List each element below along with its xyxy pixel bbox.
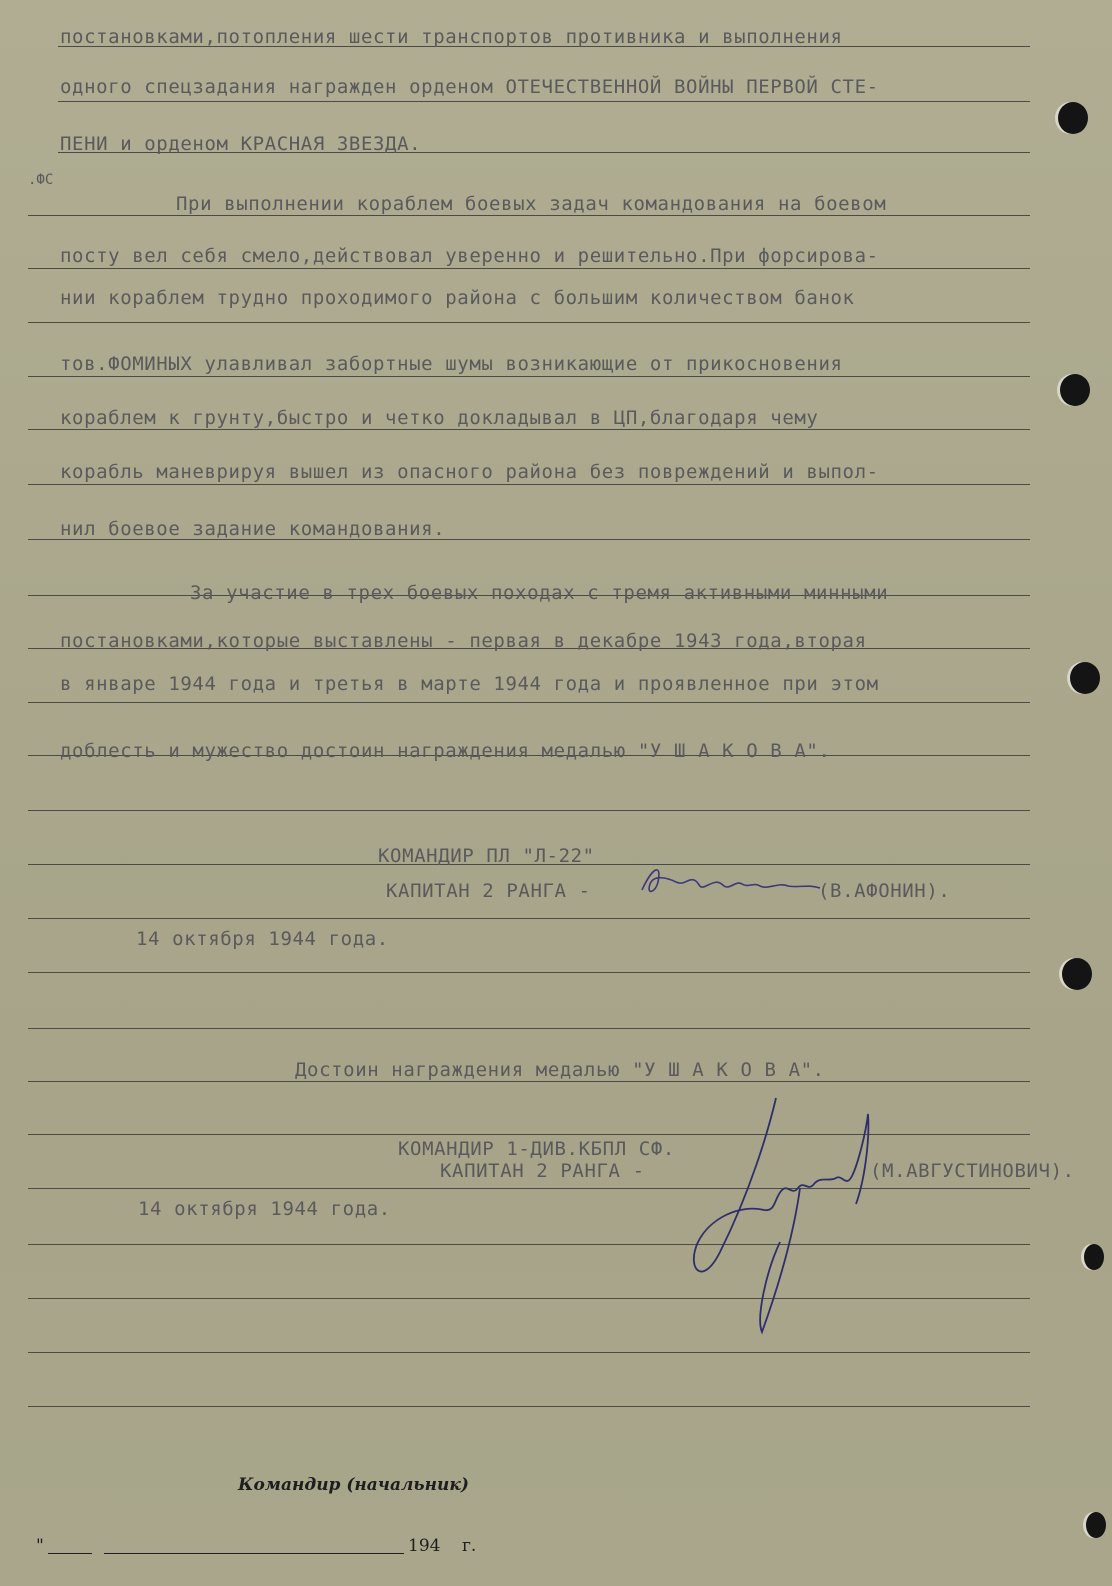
binding-hole bbox=[1062, 958, 1092, 990]
form-date-month-line bbox=[104, 1553, 404, 1554]
text-line: посту вел себя смело,действовал уверенно и решительно.При форсирова- bbox=[60, 245, 879, 267]
rule-line bbox=[28, 322, 1030, 323]
rule-line bbox=[28, 810, 1030, 811]
rule-line bbox=[28, 972, 1030, 973]
rule-line bbox=[28, 918, 1030, 919]
text-line: нии кораблем трудно проходимого района с большим количеством банок bbox=[60, 287, 855, 309]
commander2-name: (М.АВГУСТИНОВИЧ). bbox=[870, 1160, 1075, 1182]
rule-line bbox=[58, 101, 1030, 102]
rule-line bbox=[28, 429, 1030, 430]
text-line: корабль маневрируя вышел из опасного района без повреждений и выпол- bbox=[60, 461, 879, 483]
rule-line bbox=[28, 702, 1030, 703]
binding-hole bbox=[1086, 1512, 1106, 1538]
signature-avgustinovich bbox=[680, 1092, 880, 1342]
commander1-title: КОМАНДИР ПЛ "Л-22" bbox=[378, 845, 595, 867]
form-commander-label: Командир (начальник) bbox=[238, 1475, 469, 1495]
rule-line bbox=[28, 268, 1030, 269]
text-line: одного спецзадания награжден орденом ОТЕЧЕСТВЕННОЙ ВОЙНЫ ПЕРВОЙ СТЕ- bbox=[60, 76, 879, 98]
commander2-rank: КАПИТАН 2 РАНГА - bbox=[440, 1160, 645, 1182]
text-line: в январе 1944 года и третья в марте 1944 года и проявленное при этом bbox=[60, 673, 879, 695]
text-line: постановками,потопления шести транспортов противника и выполнения bbox=[60, 26, 843, 48]
text-line: кораблем к грунту,быстро и четко докладывал в ЦП,благодаря чему bbox=[60, 407, 819, 429]
commander1-name: (В.АФОНИН). bbox=[818, 880, 951, 902]
recommendation-text: Достоин награждения медалью "У Ш А К О В А". bbox=[295, 1059, 825, 1081]
rule-line bbox=[28, 215, 1030, 216]
binding-hole bbox=[1070, 662, 1100, 694]
text-line: ПЕНИ и орденом КРАСНАЯ ЗВЕЗДА. bbox=[60, 133, 422, 155]
date-line-1: 14 октября 1944 года. bbox=[136, 928, 389, 950]
binding-hole bbox=[1058, 102, 1088, 134]
text-line: При выполнении кораблем боевых задач командования на боевом bbox=[176, 193, 887, 215]
text-line: доблесть и мужество достоин награждения медалью "У Ш А К О В А". bbox=[60, 740, 831, 762]
rule-line bbox=[28, 1352, 1030, 1353]
text-line: нил боевое задание командования. bbox=[60, 518, 446, 540]
date-line-2: 14 октября 1944 года. bbox=[138, 1198, 391, 1220]
commander1-rank: КАПИТАН 2 РАНГА - bbox=[386, 880, 591, 902]
binding-hole bbox=[1084, 1244, 1104, 1270]
rule-line bbox=[28, 1081, 1030, 1082]
text-line: постановками,которые выставлены - первая в декабре 1943 года,вторая bbox=[60, 630, 867, 652]
form-date-year: 194 bbox=[408, 1536, 441, 1556]
binding-hole bbox=[1060, 374, 1090, 406]
form-date-day-line bbox=[48, 1553, 92, 1554]
margin-mark: .ФС bbox=[28, 172, 54, 188]
text-line: тов.ФОМИНЫХ улавливал забортные шумы возникающие от прикосновения bbox=[60, 353, 843, 375]
commander2-title: КОМАНДИР 1-ДИВ.КБПЛ СФ. bbox=[398, 1138, 675, 1160]
rule-line bbox=[28, 484, 1030, 485]
form-date-suffix: г. bbox=[462, 1536, 477, 1556]
text-line: За участие в трех боевых походах с тремя активными минными bbox=[190, 582, 889, 604]
rule-line bbox=[28, 1028, 1030, 1029]
form-date-quote: " bbox=[36, 1536, 44, 1556]
signature-afonin bbox=[628, 856, 824, 906]
rule-line bbox=[28, 1406, 1030, 1407]
rule-line bbox=[28, 376, 1030, 377]
